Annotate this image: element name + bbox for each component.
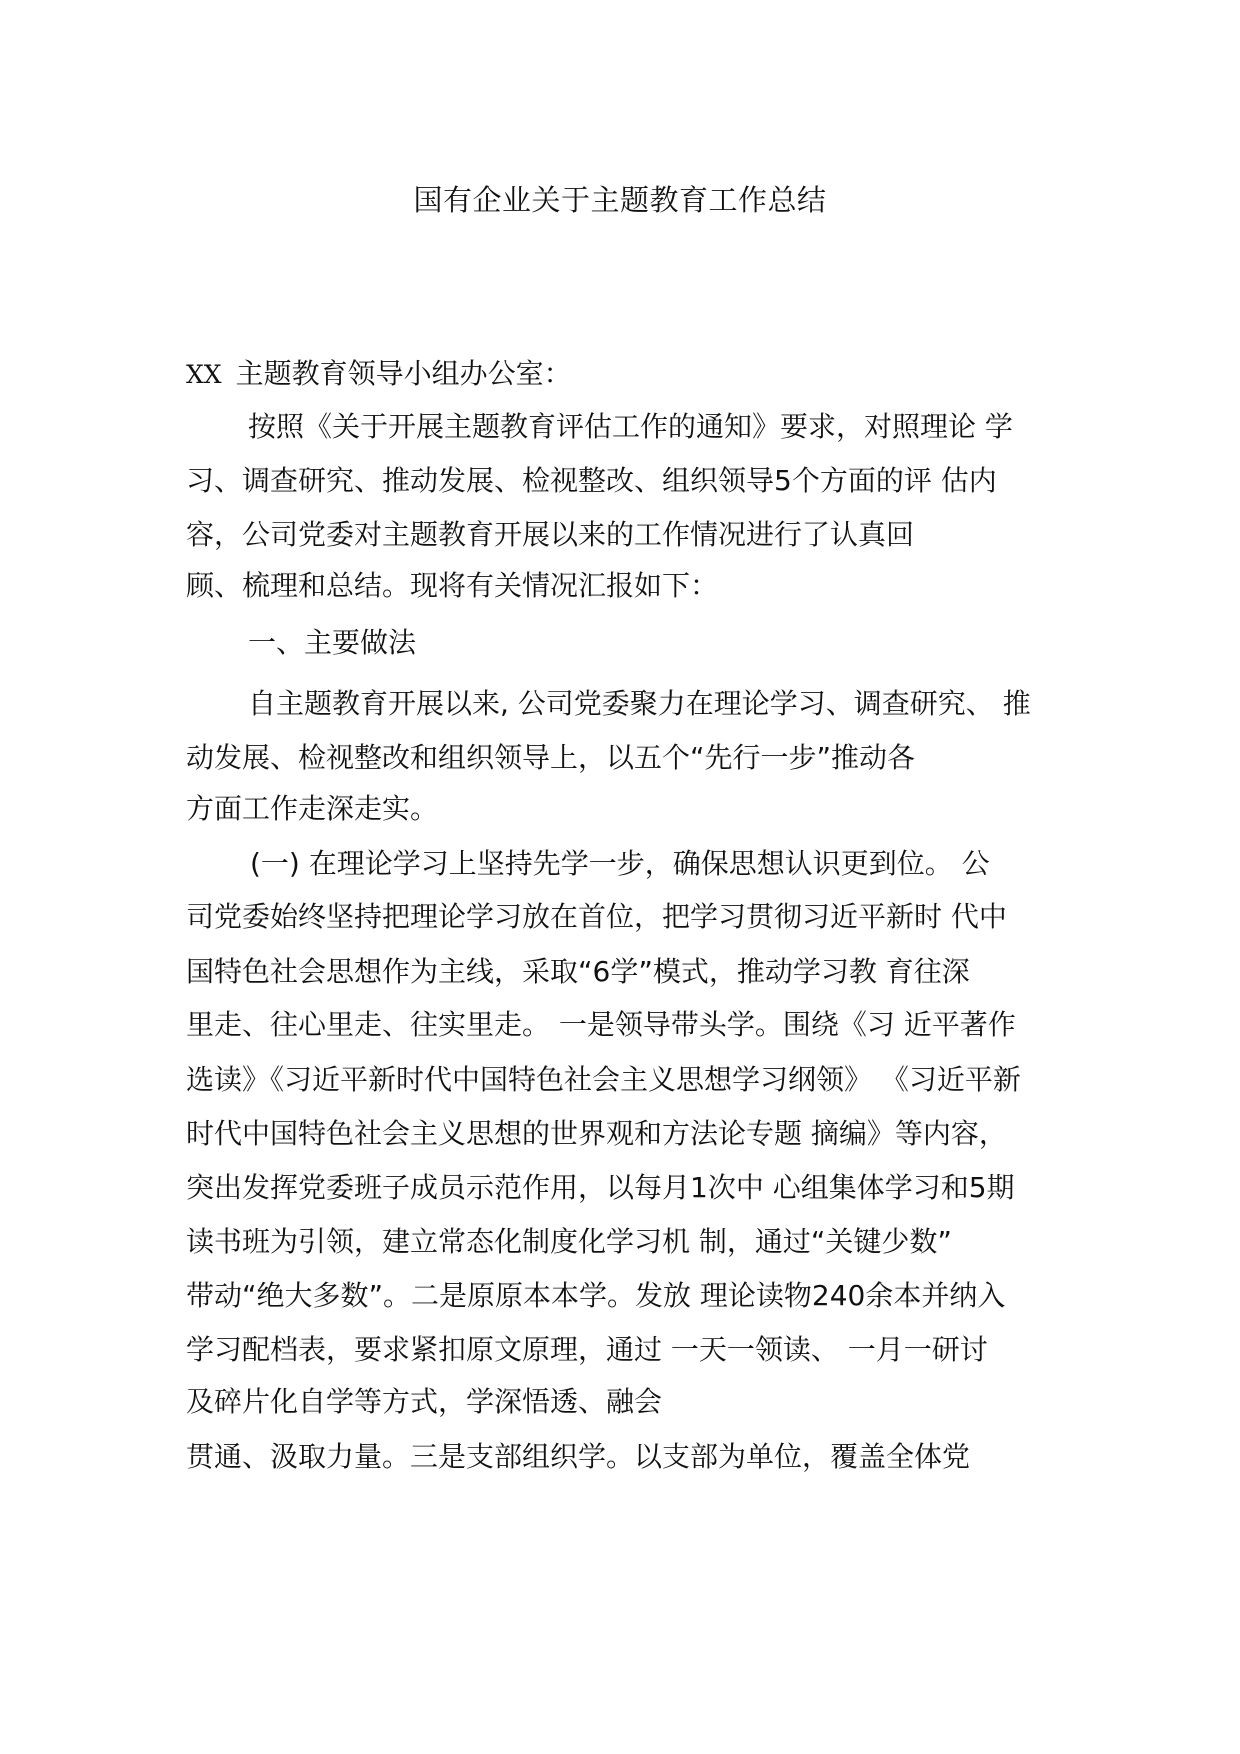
paragraph-line: 司党委始终坚持把理论学习放在首位，把学习贯彻习近平新时 代中 [186,900,1007,933]
paragraph-line: 容，公司党委对主题教育开展以来的工作情况进行了认真回 [186,518,915,551]
paragraph-line: 里走、往心里走、往实里走。 一是领导带头学。围绕《习 近平著作 [186,1008,1016,1041]
document-title: 国有企业关于主题教育工作总结 [413,183,827,217]
salutation-text: 主题教育领导小组办公室： [235,357,572,390]
paragraph-line: 时代中国特色社会主义思想的世界观和方法论专题 摘编》等内容， [186,1117,1007,1150]
paragraph-line: 学习配档表，要求紧扣原文原理，通过 一天一领读、 一月一研讨 [186,1333,988,1366]
paragraph-line: 突出发挥党委班子成员示范作用，以每月1次中 心组集体学习和5期 [186,1171,1015,1204]
paragraph-line: 动发展、检视整改和组织领导上，以五个“先行一步”推动各 [186,741,916,774]
paragraph-line: 顾、梳理和总结。现将有关情况汇报如下： [186,569,719,602]
paragraph-line: 带动“绝大多数”。二是原原本本学。发放 理论读物240余本并纳入 [186,1279,1006,1312]
paragraph-line: 按照《关于开展主题教育评估工作的通知》要求，对照理论 学 [248,410,1013,443]
salutation-line [186,354,572,395]
paragraph-line: 习、调查研究、推动发展、检视整改、组织领导5个方面的评 估内 [186,464,997,497]
paragraph-line: 方面工作走深走实。 [186,792,439,825]
paragraph-line: 贯通、汲取力量。三是支部组织学。以支部为单位，覆盖全体党 [186,1440,971,1473]
section-heading: 一、主要做法 [248,626,417,659]
paragraph-line: 读书班为引领，建立常态化制度化学习机 制，通过“关键少数” [186,1225,952,1258]
paragraph-line: 自主题教育开展以来, 公司党委聚力在理论学习、调查研究、 推 [248,687,1031,720]
paragraph-line: 选读》《习近平新时代中国特色社会主义思想学习纲领》 《习近平新 [186,1063,1021,1096]
salutation-code: XX [186,360,222,389]
subsection-heading: (一) 在理论学习上坚持先学一步，确保思想认识更到位。 公 [250,847,990,880]
paragraph-line: 国特色社会思想作为主线，采取“6学”模式，推动学习教 育往深 [186,955,970,988]
paragraph-line: 及碎片化自学等方式，学深悟透、融会 [186,1385,663,1418]
